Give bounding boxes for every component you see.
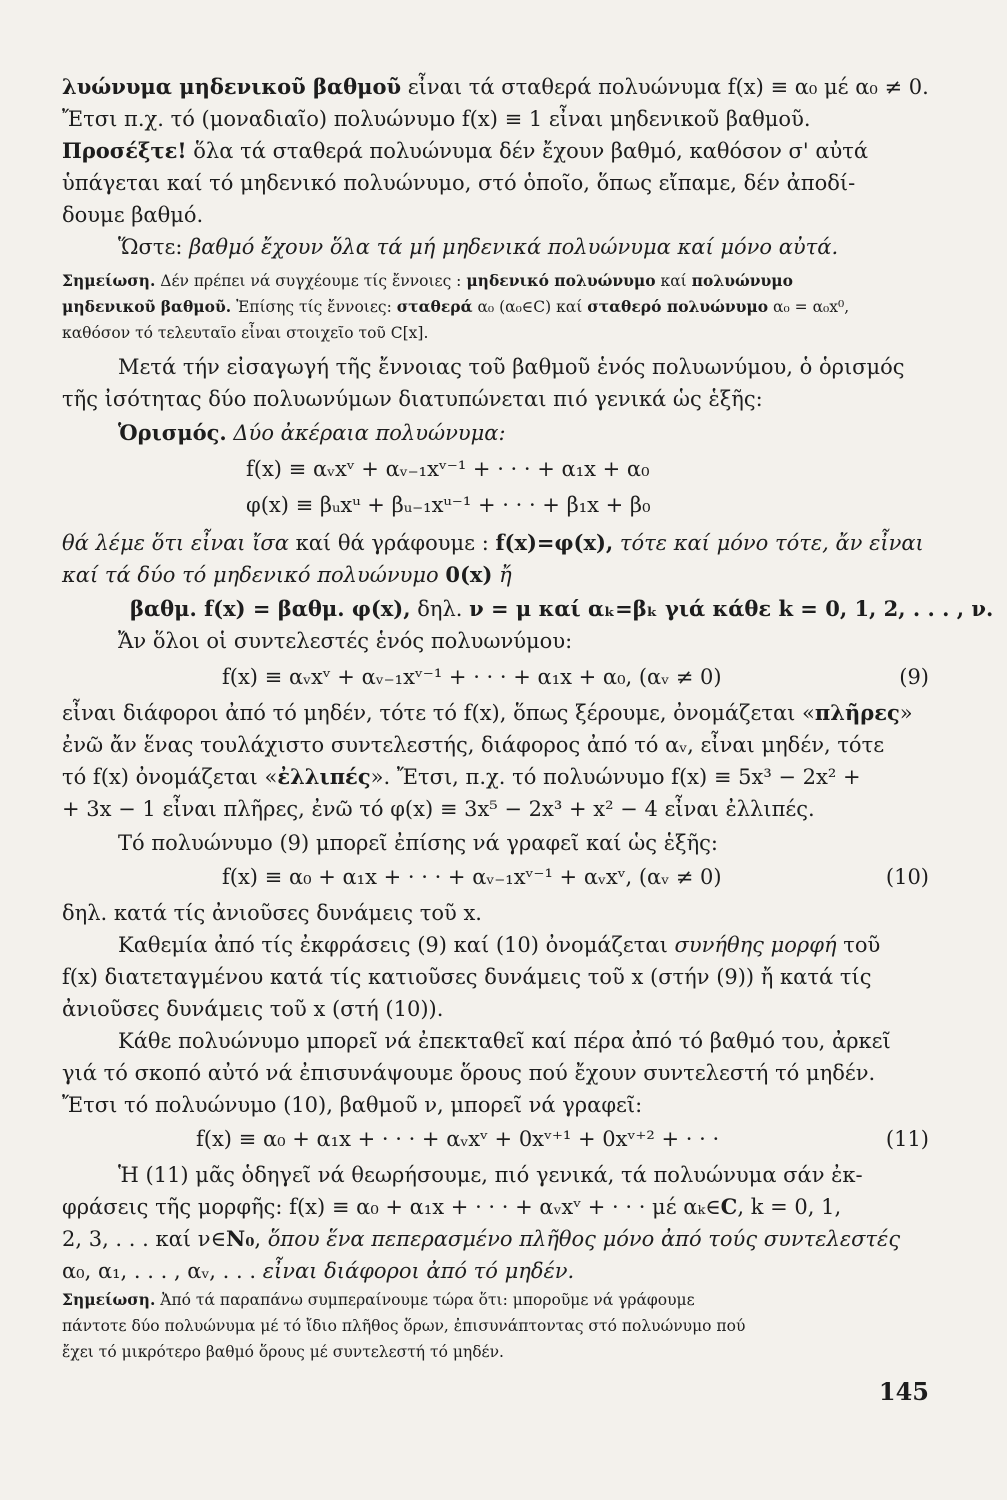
lines2-text: τό f(x) ὀνομάζεται « [62,765,278,789]
lines2-text: Ἄν ὅλοι οἱ συντελεστές ἑνός πολυωνύμου: [118,629,573,653]
lines2-text: Δύο ἀκέραια πολυώνυμα: [226,421,506,445]
lines2-line [62,994,443,1024]
lines2-line [246,490,651,520]
lines2-text: 2, 3, . . . καί ν∈ [62,1227,227,1251]
lines2-text: ὅπου ἕνα πεπερασμένο πλῆθος μόνο ἀπό τούς συντελεστές [267,1227,901,1251]
lines2-line [246,454,650,484]
lines-line [62,72,929,102]
lines2-text: + 3x − 1 εἶναι πλῆρες, ἐνῶ τό φ(x) ≡ 3x⁵ − 2x³ + x² − 4 εἶναι ἐλλιπές. [62,797,815,821]
lines2-line [62,1058,875,1088]
lines2-text: τῆς ἰσότητας δύο πολυωνύμων διατυπώνεται πιό γενικά ὡς ἑξῆς: [62,387,763,411]
lines2-text: Ἔτσι τό πολυώνυμο (10), βαθμοῦ ν, μπορεῖ νά γραφεῖ: [62,1093,643,1117]
lines2-text: Μετά τήν εἰσαγωγή τῆς ἔννοιας τοῦ βαθμοῦ ἑνός πολυωνύμου, ὁ ὁρισμός [118,355,905,379]
lines2-text: ν = μ καί αₖ=βₖ γιά κάθε k = 0, 1, 2, . . . , ν. [469,596,994,621]
lines2-line [62,1256,574,1286]
lines2-line [196,1124,719,1154]
note1-text: καί [655,272,692,290]
lines2-line [62,384,763,414]
lines2-line [62,898,482,928]
lines2-text: Κάθε πολυώνυμο μπορεῖ νά ἐπεκταθεῖ καί πέρα ἀπό τό βαθμό του, ἀρκεῖ [118,1029,891,1053]
note1-text: Σημείωση. [62,271,156,290]
lines2-text: καί τά δύο τό μηδενικό πολυώνυμο [62,563,446,587]
lines2-line [62,698,913,728]
lines2-text: ἐνῶ ἄν ἕνας τουλάχιστο συντελεστής, διάφορος ἀπό τό αᵥ, εἶναι μηδέν, τότε [62,733,885,757]
lines2-text: N₀ [226,1226,255,1251]
note1-text: Ἐπίσης τίς ἔννοιες: [231,298,397,316]
note1-text: καθόσον τό τελευταῖο εἶναι στοιχεῖο τοῦ C[x]. [62,324,429,342]
lines2-text: φ(x) ≡ βᵤxᵘ + βᵤ₋₁xᵘ⁻¹ + · · · + β₁x + β₀ [246,493,651,517]
lines2-text: α₀, α₁, . . . , αᵥ, . . . [62,1259,263,1283]
lines2-text: δηλ. κατά τίς ἀνιοῦσες δυνάμεις τοῦ x. [62,901,482,925]
lines2-line [62,1192,841,1222]
lines2-text: καί θά γράφουμε : [288,531,496,555]
lines2-line [62,962,871,992]
lines2-text: ἀνιοῦσες δυνάμεις τοῦ x (στή (10)). [62,997,444,1021]
lines2-line [118,626,572,656]
lines2-line [62,762,861,792]
lines2-text: ». Ἔτσι, π.χ. τό πολυώνυμο f(x) ≡ 5x³ − 2x² + [370,765,861,789]
note1-text: Δέν πρέπει νά συγχέουμε τίς ἔννοιες : [155,272,467,290]
lines-line [62,168,855,198]
lines-text: βαθμό ἔχουν ὅλα τά μή μηδενικά πολυώνυμα καί μόνο αὐτά. [189,235,839,259]
note2-line [62,1314,745,1338]
lines2-text: f(x)=φ(x), [495,530,614,555]
lines2-line [222,662,722,692]
note2-text: Σημείωση. [62,1290,156,1309]
note1-line [62,295,849,319]
lines-text: Ἔτσι π.χ. τό (μοναδιαῖο) πολυώνυμο f(x) ≡ 1 εἶναι μηδενικοῦ βαθμοῦ. [62,107,811,131]
lines2-text: συνήθης μορφή [674,933,837,957]
lines2-line [118,418,506,448]
lines2-text: f(x) ≡ α₀ + α₁x + · · · + αᵥ₋₁xᵛ⁻¹ + αᵥxᵛ, (αᵥ ≠ 0) [222,865,722,889]
lines-text: Ὥστε: [118,235,190,259]
lines2-line [62,560,512,590]
lines-line [62,104,811,134]
note1-line [62,321,428,345]
note1-text: σταθερό πολυώνυμο [587,297,769,316]
lines2-text: , [254,1227,268,1251]
note2-text: Ἀπό τά παραπάνω συμπεραίνουμε τώρα ὅτι: μποροῦμε νά γράφουμε [155,1291,695,1309]
lines2-text: βαθμ. f(x) = βαθμ. φ(x), [130,596,411,621]
lines2-text: γιά τό σκοπό αὐτό νά ἐπισυνάψουμε ὅρους πού ἔχουν συντελεστή τό μηδέν. [62,1061,876,1085]
lines-text: λυώνυμα μηδενικοῦ βαθμοῦ [62,74,402,99]
lines-line [118,232,838,262]
lines2-line [62,528,924,558]
lines-text: ὑπάγεται καί τό μηδενικό πολυώνυμο, στό ὁποῖο, ὅπως εἴπαμε, δέν ἀποδί- [62,171,856,195]
lines2-line [62,1224,900,1254]
lines2-text: f(x) διατεταγμένου κατά τίς κατιοῦσες δυνάμεις τοῦ x (στήν (9)) ἤ κατά τίς [62,965,872,989]
lines2-text: ἤ [492,563,512,587]
lines2-text: f(x) ≡ αᵥxᵛ + αᵥ₋₁xᵛ⁻¹ + · · · + α₁x + α₀, (αᵥ ≠ 0) [222,665,722,689]
lines-text: ὅλα τά σταθερά πολυώνυμα δέν ἔχουν βαθμό, καθόσον σ' αὐτά [186,139,869,163]
lines2-text: 0(x) [445,562,493,587]
lines2-text: f(x) ≡ α₀ + α₁x + · · · + αᵥxᵛ + 0xᵛ⁺¹ + 0xᵛ⁺² + · · · [196,1127,720,1151]
lines2-text: C [720,1194,738,1219]
equation-number: (10) [885,865,929,889]
lines2-text: τότε καί μόνο τότε, ἄν εἶναι [613,531,924,555]
lines2-text: εἶναι διάφοροι ἀπό τό μηδέν. [262,1259,575,1283]
lines2-text: , k = 0, 1, [737,1195,842,1219]
lines-line [62,136,868,166]
lines-line [62,200,203,230]
lines2-text: Ἡ (11) μᾶς ὁδηγεῖ νά θεωρήσουμε, πιό γενικά, τά πολυώνυμα σάν ἐκ- [118,1163,863,1187]
lines2-text: δηλ. [410,597,470,621]
lines2-text: Τό πολυώνυμο (9) μπορεῖ ἐπίσης νά γραφεῖ καί ὡς ἑξῆς: [118,831,718,855]
lines2-text: Καθεμία ἀπό τίς ἐκφράσεις (9) καί (10) ὀνομάζεται [118,933,675,957]
lines-text: εἶναι τά σταθερά πολυώνυμα f(x) ≡ α₀ μέ α₀ ≠ 0. [401,75,929,99]
lines2-line [118,828,718,858]
lines2-text: πλῆρες [814,700,900,725]
lines2-text: ἐλλιπές [277,764,371,789]
lines2-line [62,794,815,824]
lines2-text: φράσεις τῆς μορφῆς: f(x) ≡ α₀ + α₁x + · · · + αᵥxᵛ + · · · μέ αₖ∈ [62,1195,721,1219]
note1-text: πολυώνυμο [691,271,793,290]
note2-line [62,1288,695,1312]
page-number: 145 [878,1377,929,1406]
lines2-text: » [899,701,913,725]
lines2-text: Ὁρισμός. [118,420,227,445]
note1-text: α₀ = α₀x⁰, [768,298,850,316]
lines-text: δουμε βαθμό. [62,203,204,227]
note1-text: μηδενικοῦ βαθμοῦ. [62,297,232,316]
lines2-line [118,1026,891,1056]
note2-text: ἔχει τό μικρότερο βαθμό ὅρους μέ συντελεστή τό μηδέν. [62,1343,504,1361]
lines2-line [62,730,884,760]
note2-line [62,1340,504,1364]
note1-text: α₀ (α₀∈C) καί [472,298,588,316]
lines2-text: f(x) ≡ αᵥxᵛ + αᵥ₋₁xᵛ⁻¹ + · · · + α₁x + α₀ [246,457,650,481]
note2-text: πάντοτε δύο πολυώνυμα μέ τό ἴδιο πλῆθος ὅρων, ἐπισυνάπτοντας στό πολυώνυμο πού [62,1317,746,1335]
note1-line [62,269,793,293]
lines2-line [130,594,993,624]
lines2-text: τοῦ [836,933,881,957]
equation-number: (11) [885,1127,929,1151]
lines2-line [118,1160,863,1190]
lines2-text: θά λέμε ὅτι εἶναι ἴσα [62,531,289,555]
lines2-line [222,862,722,892]
lines2-line [118,930,880,960]
note1-text: σταθερά [396,297,473,316]
lines-text: Προσέξτε! [62,138,187,163]
equation-number: (9) [899,665,929,689]
lines2-text: εἶναι διάφοροι ἀπό τό μηδέν, τότε τό f(x), ὅπως ξέρουμε, ὀνομάζεται « [62,701,815,725]
note1-text: μηδενικό πολυώνυμο [466,271,656,290]
lines2-line [118,352,905,382]
lines2-line [62,1090,642,1120]
